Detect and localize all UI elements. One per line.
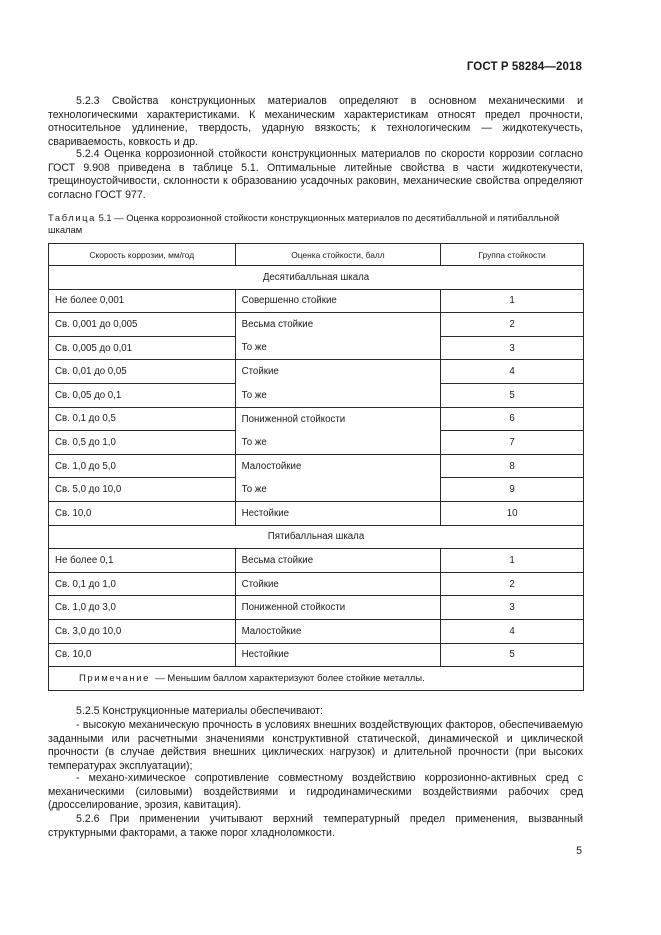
table-header-row [49,244,584,266]
rate-cell: Св. 5,0 до 10,0 [49,478,236,502]
standard-header: ГОСТ Р 58284—2018 [466,61,582,73]
rating-cell: Стойкие [235,572,441,596]
rate-cell: Св. 0,005 до 0,01 [49,336,236,360]
note-label: Примечание [79,672,150,684]
group-cell: 5 [441,643,584,667]
rating-cell: Пониженной стойкости [235,407,441,431]
rating-cell: Нестойкие [235,501,441,525]
rate-cell: Св. 10,0 [49,501,236,525]
table-row [49,313,584,337]
group-cell: 9 [441,478,584,502]
table-caption [48,212,588,236]
paragraph-5-2-3 [48,95,583,149]
table-row [49,596,584,620]
scale-title: Пятибалльная шкала [49,525,584,549]
note-text: — Меньшим баллом характеризуют более стойкие металлы. [155,672,425,684]
table-row [49,383,584,407]
paragraph-text: 5.2.3 Свойства конструкционных материалов определяют в основном механическими и технологическими характеристиками. К механическим характеристикам относят предел прочности, относительное удлинение, твердость, ударную вязкость; к технологическим — жидкотекучесть, свариваемость, ковкость и др. [48,95,583,148]
group-cell: 7 [441,431,584,455]
paragraph-text: - механо-химическое сопротивление совместному воздействию коррозионно-активных сред с механическими (силовыми) воздействиями и гидродинамическими воздействиями рабочих сред (дросселирование, эрозия, кавитация). [48,772,583,812]
scale-title: Десятибалльная шкала [49,266,584,290]
header-cell: Оценка стойкости, балл [235,244,441,266]
caption-label: Таблица [48,212,96,223]
table-row [49,454,584,478]
group-cell: 3 [441,596,584,620]
table-row [49,431,584,455]
rating-cell: Стойкие [235,360,441,384]
rating-cell: Нестойкие [235,643,441,667]
rate-cell: Св. 0,5 до 1,0 [49,431,236,455]
table-row [49,407,584,431]
group-cell: 4 [441,360,584,384]
rating-cell: То же [235,431,441,455]
rate-cell: Св. 0,001 до 0,005 [49,313,236,337]
rating-cell: Весьма стойкие [235,549,441,573]
group-cell: 5 [441,383,584,407]
paragraph-5-2-5-item-2 [48,772,583,813]
table-row [49,643,584,667]
rating-cell: Весьма стойкие [235,313,441,337]
table-row [49,572,584,596]
rating-cell: Пониженной стойкости [235,596,441,620]
table-note [49,667,584,691]
paragraph-5-2-6 [48,813,583,840]
group-cell: 4 [441,619,584,643]
paragraph-text: - высокую механическую прочность в условиях внешних воздействующих факторов, обеспечиваемую заданными или расчетными значениями конструктивной статической, динамической и циклической прочности (в случае действия внешних циклических нагрузок) и длительной прочности (при высоких температурах эксплуатации); [48,719,583,772]
paragraph-5-2-5-item-1 [48,719,583,773]
group-cell: 1 [441,289,584,313]
page-number: 5 [576,845,582,857]
corrosion-table [48,243,584,691]
scale-row-10 [49,266,584,290]
group-cell: 1 [441,549,584,573]
rate-cell: Не более 0,001 [49,289,236,313]
rating-cell: То же [235,478,441,502]
rate-cell: Св. 0,05 до 0,1 [49,383,236,407]
rating-cell: Совершенно стойкие [235,289,441,313]
table-row [49,478,584,502]
rate-cell: Св. 0,1 до 0,5 [49,407,236,431]
caption-text: 5.1 — Оценка коррозионной стойкости конструкционных материалов по десятибалльной и пятибалльной шкалам [48,212,560,235]
rating-cell: Малостойкие [235,619,441,643]
group-cell: 10 [441,501,584,525]
rating-cell: То же [235,383,441,407]
table-row [49,501,584,525]
rating-cell: Малостойкие [235,454,441,478]
paragraph-text: 5.2.4 Оценка коррозионной стойкости конструкционных материалов по скорости коррозии согласно ГОСТ 9.908 приведена в таблице 5.1. Оптимальные литейные свойства в части жидкотекучести, трещиноустойчивости, склонности к образованию усадочных раковин, механические свойства определяют согласно ГОСТ 977. [48,148,583,201]
paragraph-5-2-4 [48,148,583,202]
table-note-row [49,667,584,691]
table-row [49,360,584,384]
paragraph-text: 5.2.5 Конструкционные материалы обеспечивают: [76,705,323,717]
header-cell: Скорость коррозии, мм/год [49,244,236,266]
rate-cell: Св. 0,1 до 1,0 [49,572,236,596]
header-cell: Группа стойкости [441,244,584,266]
table-row [49,549,584,573]
table-row [49,336,584,360]
rate-cell: Не более 0,1 [49,549,236,573]
group-cell: 2 [441,572,584,596]
rate-cell: Св. 1,0 до 5,0 [49,454,236,478]
scale-row-5 [49,525,584,549]
group-cell: 3 [441,336,584,360]
group-cell: 8 [441,454,584,478]
paragraph-text: 5.2.6 При применении учитывают верхний температурный предел применения, вызванный структурными факторами, а также порог хладноломкости. [48,813,583,839]
rate-cell: Св. 10,0 [49,643,236,667]
rating-cell: То же [235,336,441,360]
table-row [49,289,584,313]
rate-cell: Св. 3,0 до 10,0 [49,619,236,643]
rate-cell: Св. 0,01 до 0,05 [49,360,236,384]
table-row [49,619,584,643]
group-cell: 2 [441,313,584,337]
paragraph-5-2-5 [48,705,583,719]
rate-cell: Св. 1,0 до 3,0 [49,596,236,620]
group-cell: 6 [441,407,584,431]
